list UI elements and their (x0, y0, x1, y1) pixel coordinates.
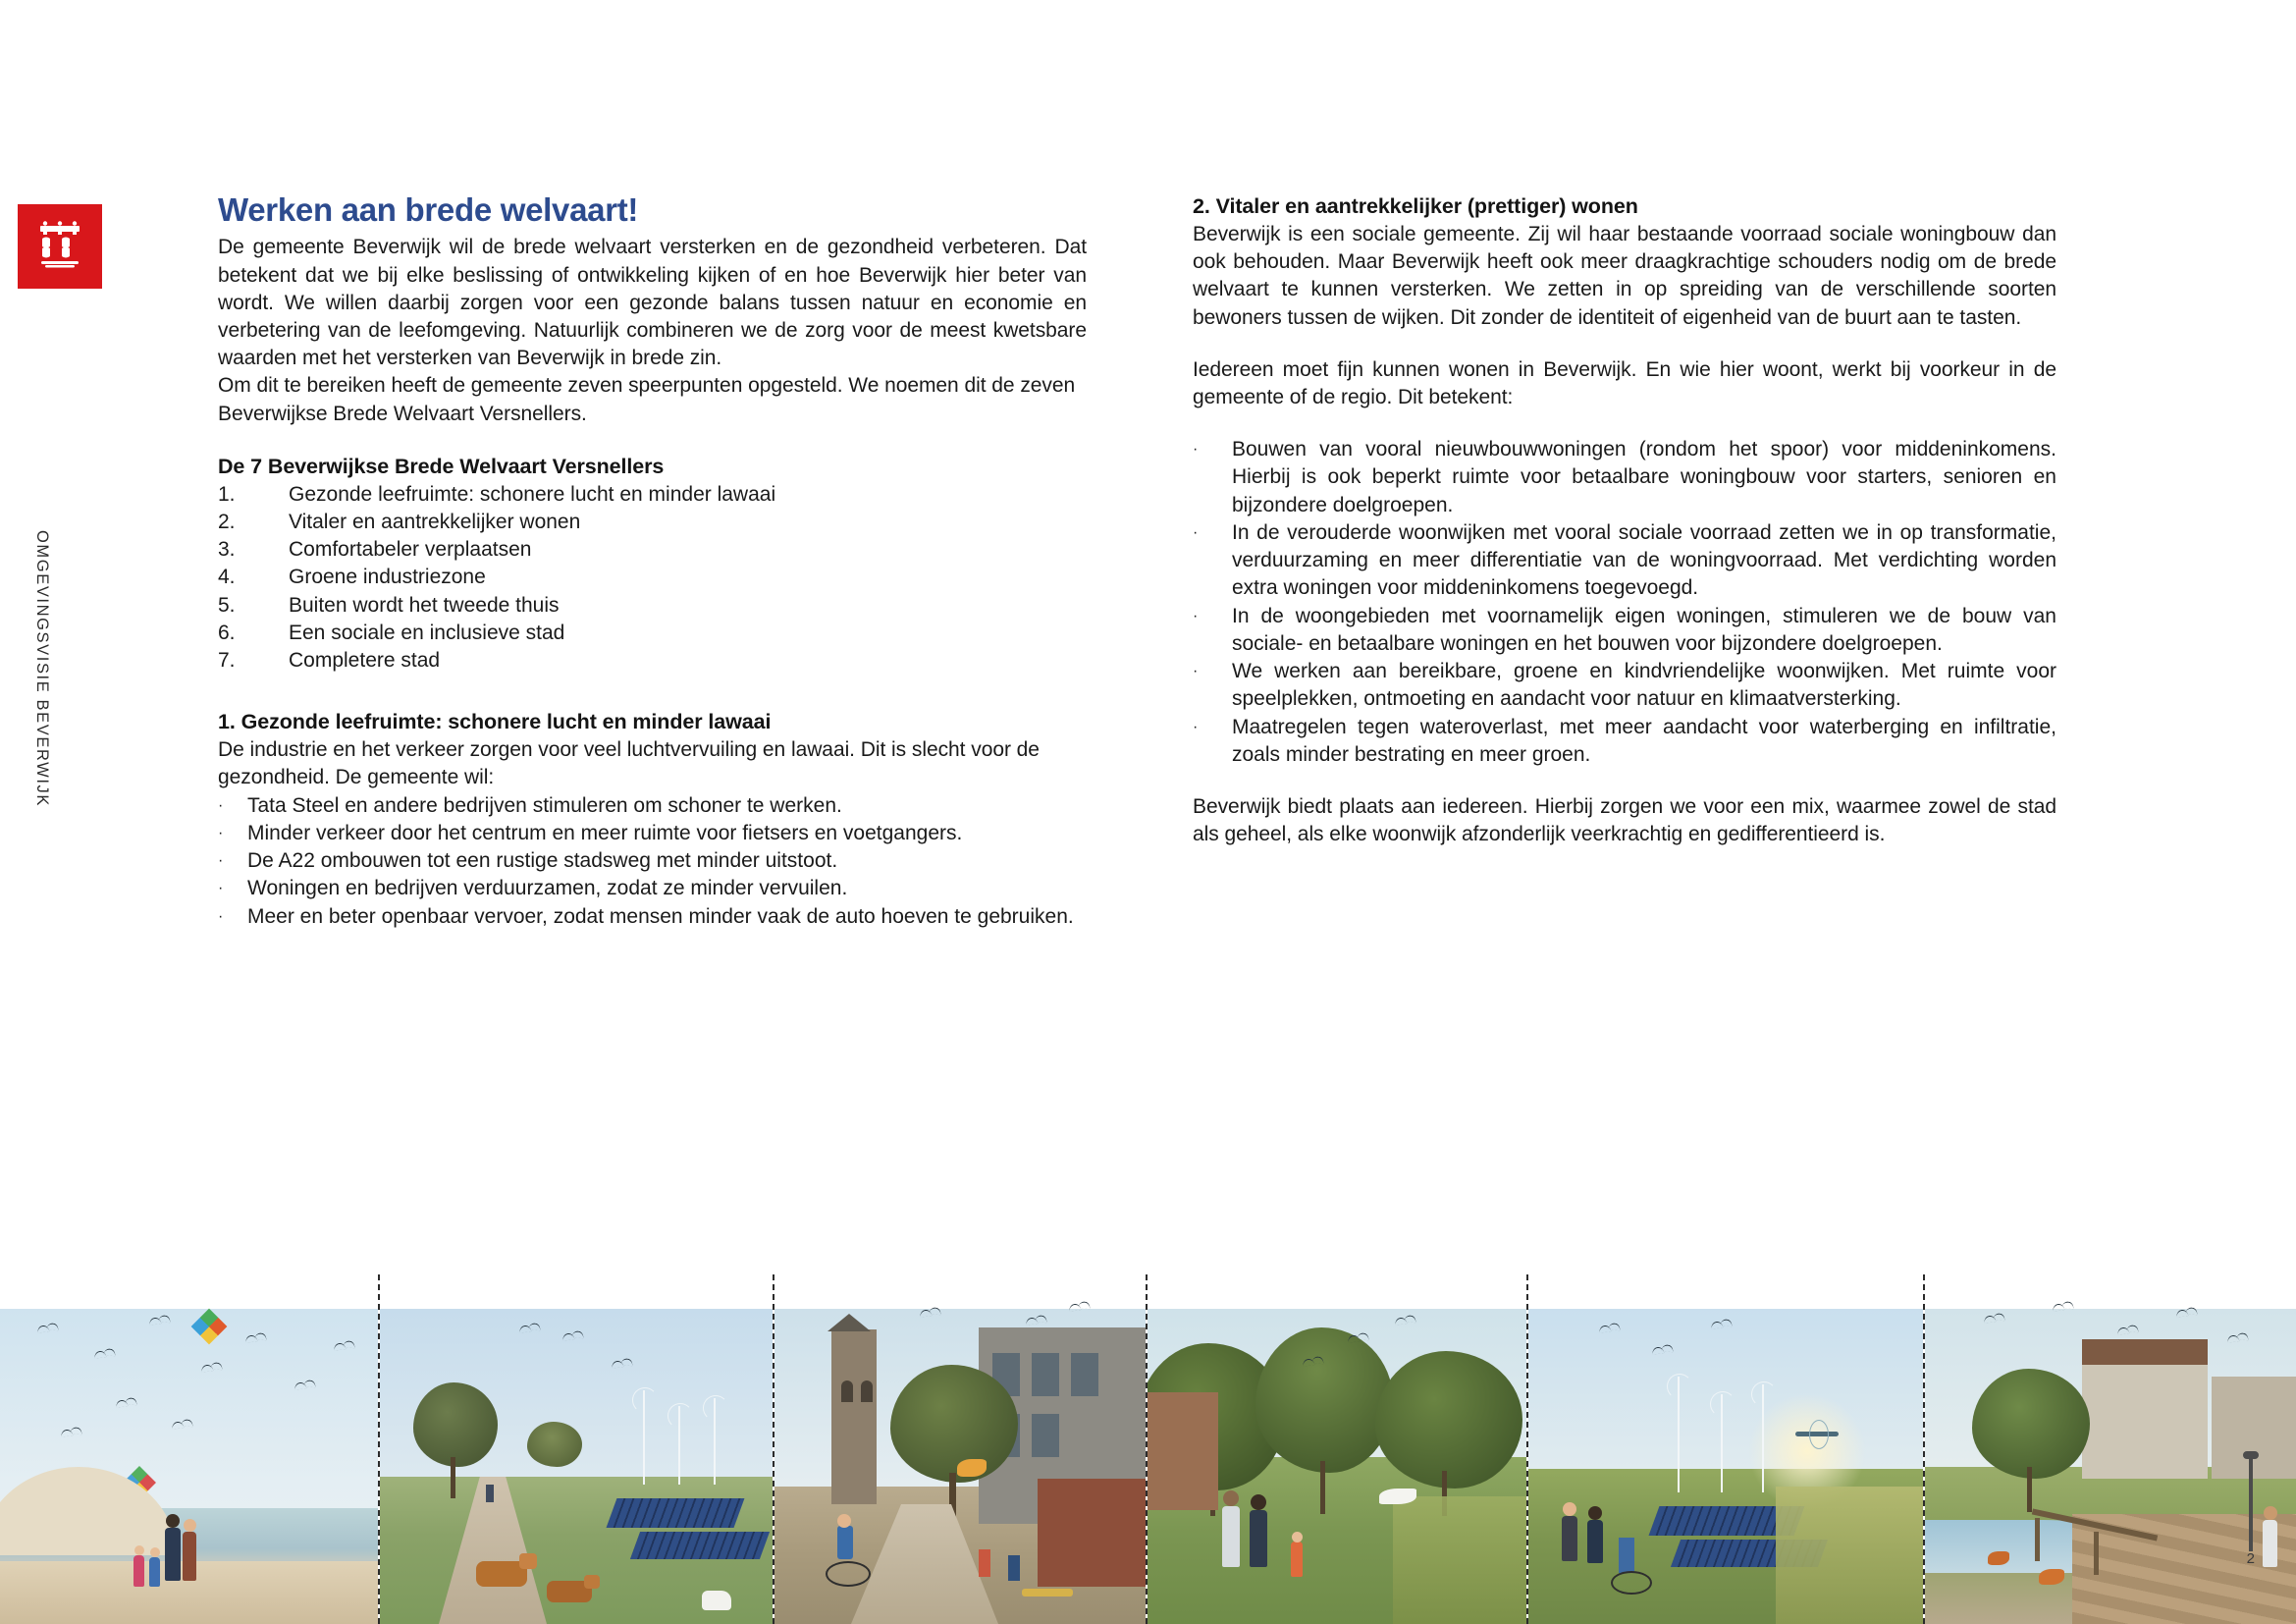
right-text-column (1193, 192, 2056, 848)
strip-panel-dune-path-cattle (380, 1274, 773, 1624)
bullet-dot-icon: · (1193, 663, 1199, 680)
section-1-heading: 1. Gezonde leefruimte: schonere lucht en minder lawaai (218, 710, 772, 734)
list-item-number: 6. (218, 621, 236, 644)
figure-cyclist (486, 1485, 494, 1502)
list-item-label: Vitaler en aantrekkelijker wonen (289, 510, 581, 533)
bullet-text: De A22 ombouwen tot een rustige stadsweg met minder uitstoot. (247, 849, 838, 873)
butterfly-icon (957, 1459, 987, 1477)
intro-paragraph-2: Om dit te bereiken heeft de gemeente zeven speerpunten opgesteld. We noemen dit de zeven Beverwijkse Brede Welvaart Versnellers. (218, 374, 1076, 425)
strip-panel-town-street (1925, 1274, 2296, 1624)
list-item (1193, 436, 2056, 519)
list-item-number: 4. (218, 566, 236, 589)
versnellers-list-heading: De 7 Beverwijkse Brede Welvaart Versnellers (218, 454, 665, 478)
section-2-bullet-list (1193, 436, 2056, 769)
page-number: 2 (2246, 1550, 2255, 1567)
coat-of-arms-icon (32, 219, 87, 274)
figure-adult (1250, 1510, 1267, 1567)
list-item (1193, 603, 2056, 658)
list-item (1193, 714, 2056, 769)
bullet-text: Maatregelen tegen wateroverlast, met meer aandacht voor waterberging en infiltratie, zoals minder bestrating en meer groen. (1232, 715, 2056, 766)
list-item-number: 3. (218, 538, 236, 562)
strip-panel-polder-windmills (1528, 1274, 1923, 1624)
bullet-dot-icon: · (218, 907, 224, 925)
bullet-text: Meer en beter openbaar vervoer, zodat mensen minder vaak de auto hoeven te gebruiken. (247, 904, 1074, 928)
strip-panel-beach-dunes (0, 1274, 378, 1624)
list-item-label: Buiten wordt het tweede thuis (289, 593, 560, 617)
bullet-dot-icon: · (218, 796, 224, 814)
list-item-label: Een sociale en inclusieve stad (289, 621, 565, 644)
list-item-number: 1. (218, 482, 236, 506)
list-item-label: Completere stad (289, 649, 441, 673)
municipal-coat-of-arms-logo (18, 204, 102, 289)
list-item-label: Groene industriezone (289, 566, 486, 589)
list-item (218, 792, 1087, 820)
bullet-dot-icon: · (1193, 441, 1199, 459)
butterfly-icon (1988, 1551, 2009, 1565)
bullet-text: Bouwen van vooral nieuwbouwwoningen (rondom het spoor) voor middeninkomens. Hierbij is ook beperkt ruimte voor betaalbare woningbouw voor starters, senioren en bijzondere doelgroepen. (1232, 438, 2056, 516)
section-2-paragraph-3: Beverwijk biedt plaats aan iedereen. Hierbij zorgen we voor een mix, waarmee zowel de stad als geheel, als elke woonwijk afzonderlijk veerkrachtig en gedifferentieerd is. (1193, 795, 2056, 846)
figure-adult (165, 1528, 181, 1581)
lamppost-icon (2249, 1457, 2253, 1551)
section-2-paragraph-1: Beverwijk is een sociale gemeente. Zij wil haar bestaande voorraad sociale woningbouw dan ook behouden. Maar Beverwijk heeft ook meer draagkrachtige schouders nodig om de brede welvaart te kunnen versterken. We zetten in op spreiding van de verschillende soorten bewoners tussen de wijken. Dit zonder de identiteit of eigenheid van de buurt aan te tasten. (1193, 222, 2056, 329)
left-text-column (218, 192, 1087, 931)
strip-panel-village-church (774, 1274, 1146, 1624)
list-item (218, 875, 1087, 902)
butterfly-icon (2039, 1569, 2064, 1585)
bullet-dot-icon: · (218, 852, 224, 870)
bullet-dot-icon: · (218, 880, 224, 897)
figure-cyclist (837, 1526, 853, 1559)
bullet-dot-icon: · (218, 824, 224, 841)
bullet-text: In de verouderde woonwijken met vooral sociale voorraad zetten we in op transformatie, verduurzaming en meer differentiatie van de woningvoorraad. Met verdichting worden extra woningen voor middeninkomens toegevoegd. (1232, 520, 2056, 600)
list-item (218, 620, 1087, 647)
section-2-heading: 2. Vitaler en aantrekkelijker (prettiger) wonen (1193, 194, 1638, 218)
list-item (218, 481, 1087, 509)
bird-flying-icon (1379, 1489, 1416, 1504)
list-item-label: Comfortabeler verplaatsen (289, 538, 532, 562)
church-tower (831, 1329, 877, 1504)
figure-pedestrian (2263, 1520, 2277, 1567)
bird-standing-icon (702, 1591, 731, 1610)
figure-cyclist (1562, 1516, 1577, 1561)
figure-child (1291, 1542, 1303, 1577)
bullet-dot-icon: · (1193, 718, 1199, 735)
list-item-number: 7. (218, 649, 236, 673)
list-item-number: 5. (218, 593, 236, 617)
list-item (218, 564, 1087, 591)
list-item (218, 847, 1087, 875)
bullet-text: Woningen en bedrijven verduurzamen, zodat ze minder vervuilen. (247, 877, 848, 900)
intro-paragraph-1: De gemeente Beverwijk wil de brede welvaart versterken en de gezondheid verbeteren. Dat betekent dat we bij elke beslissing of ontwikkeling kijken of en hoe Beverwijk hier beter van wordt. We willen daarbij zorgen voor een gezonde balans tussen natuur en economie en verbetering van de leefomgeving. Natuurlijk combineren we de zorg voor de meest kwetsbare waarden met het versterken van Beverwijk in brede zin. (218, 236, 1087, 370)
bullet-text: We werken aan bereikbare, groene en kindvriendelijke woonwijken. Met ruimte voor speelplekken, ontmoeting en aandacht voor natuur en klimaatversterking. (1232, 660, 2056, 711)
bullet-dot-icon: · (1193, 523, 1199, 541)
figure-child (149, 1557, 160, 1587)
figure-cyclist (1619, 1538, 1634, 1573)
versnellers-numbered-list (218, 481, 1087, 676)
bullet-text: Minder verkeer door het centrum en meer ruimte voor fietsers en voetgangers. (247, 821, 963, 844)
figure-child (133, 1555, 144, 1587)
list-item (218, 647, 1087, 675)
figure-skater (1008, 1555, 1020, 1581)
section-1-intro: De industrie en het verkeer zorgen voor veel luchtvervuiling en lawaai. Dit is slecht voor de gezondheid. De gemeente wil: (218, 738, 1040, 789)
page-title: Werken aan brede welvaart! (218, 191, 639, 228)
list-item-label: Gezonde leefruimte: schonere lucht en minder lawaai (289, 482, 776, 506)
figure-adult (183, 1532, 196, 1581)
list-item (218, 536, 1087, 564)
list-item (218, 592, 1087, 620)
bullet-dot-icon: · (1193, 607, 1199, 624)
footer-image-strip (0, 1274, 2296, 1624)
list-item (218, 903, 1087, 931)
section-2-paragraph-2: Iedereen moet fijn kunnen wonen in Beverwijk. En wie hier woont, werkt bij voorkeur in de gemeente of de regio. Dit betekent: (1193, 357, 2056, 408)
strip-panel-green-neighbourhood (1148, 1274, 1526, 1624)
list-item (218, 509, 1087, 536)
section-1-bullet-list (218, 792, 1087, 931)
figure-skater (979, 1549, 990, 1577)
figure-cyclist (1587, 1520, 1603, 1563)
bullet-text: In de woongebieden met voornamelijk eigen woningen, stimuleren we de bouw van sociale- en betaalbare woningen en het bouwen voor bijzondere doelgroepen. (1232, 604, 2056, 655)
list-item (218, 820, 1087, 847)
vertical-spine-title: OMGEVINGSVISIE BEVERWIJK (33, 530, 51, 807)
list-item-number: 2. (218, 510, 236, 533)
bullet-text: Tata Steel en andere bedrijven stimuleren om schoner te werken. (247, 793, 842, 817)
list-item (1193, 658, 2056, 713)
figure-adult (1222, 1506, 1240, 1567)
list-item (1193, 519, 2056, 603)
